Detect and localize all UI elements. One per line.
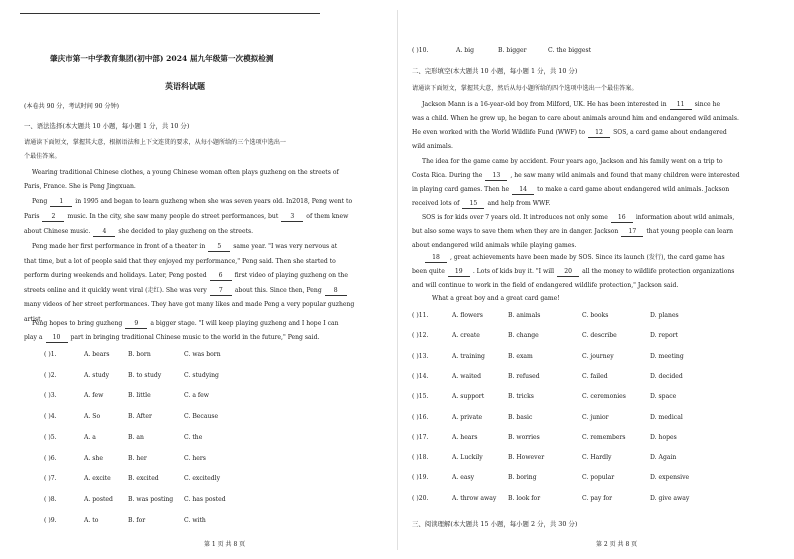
answer-blank[interactable]: ( )13. [412, 352, 429, 360]
option-b: B. animals [508, 312, 541, 319]
option-b: B. excited [128, 475, 159, 483]
column-divider [397, 10, 398, 550]
option-b: B. refused [508, 372, 540, 380]
passage-text: been quite [412, 268, 445, 275]
passage-line [422, 254, 725, 263]
option-b: B. exam [508, 352, 533, 360]
passage-text: SOS is for kids over 7 years old. It introduces not only some [422, 214, 608, 221]
blank-number[interactable]: 18 [425, 254, 447, 263]
passage-line [32, 320, 339, 329]
answer-blank[interactable]: ( )3. [44, 392, 57, 400]
blank-number[interactable]: 3 [281, 213, 303, 222]
option-b: B. After [128, 413, 152, 421]
option-b: B. look for [508, 494, 541, 502]
passage-closing: What a great boy and a great card game! [432, 295, 560, 302]
exam-note: (本卷共 90 分，考试时间 90 分钟) [24, 103, 120, 110]
section-2-instruction: 请通读下面短文，掌握其大意，然后从每小题所给的四个选项中选出一个最佳答案。 [412, 85, 638, 92]
option-b: B. basic [508, 413, 533, 421]
option-a: A. study [84, 371, 110, 379]
answer-blank[interactable]: ( )17. [412, 433, 429, 441]
option-d: D. decided [650, 372, 683, 380]
exam-title: 肇庆市第一中学教育集团(初中部) 2024 届九年级第一次模拟检测 [50, 54, 274, 63]
passage-text: in 1995 and began to learn guzheng when she was seven years old. In2018, Peng went to [75, 198, 353, 205]
option-a: A. create [452, 332, 480, 340]
option-b: B. for [128, 516, 146, 524]
section-1-instruction-cont: 个最佳答案。 [24, 153, 61, 160]
passage-text: was a child. When he grew up, he began to care about animals around him and endangered wild animals. [412, 115, 739, 122]
passage-line [412, 172, 740, 181]
passage-text: to make a card game about endangered wild animals. Jackson [537, 186, 730, 193]
option-a: A. excite [84, 475, 111, 483]
passage-text: in playing card games. Then he [412, 186, 510, 193]
passage-text: that young people can learn [646, 228, 734, 235]
passage-text: . Lots of kids buy it. "I will [472, 268, 555, 275]
blank-number[interactable]: 5 [208, 243, 230, 252]
option-b: B. worries [508, 433, 540, 441]
option-c: C. has posted [184, 495, 226, 503]
option-d: D. medical [650, 413, 683, 421]
answer-blank[interactable]: ( )15. [412, 393, 429, 401]
blank-number[interactable]: 13 [485, 172, 507, 181]
blank-number[interactable]: 19 [448, 268, 470, 277]
option-c: C. the [184, 433, 203, 441]
option-c: C. pay for [582, 494, 613, 502]
passage-text: a bigger stage. "I will keep playing guzheng and I hope I can [150, 320, 339, 327]
option-c: C. excitedly [184, 475, 221, 483]
option-b: B. change [508, 332, 539, 340]
passage-line [24, 272, 348, 281]
option-d: D. planes [650, 312, 679, 319]
option-a: A. hears [452, 433, 478, 441]
blank-number[interactable]: 9 [125, 320, 147, 329]
blank-number[interactable]: 4 [93, 228, 115, 237]
option-b: B. tricks [508, 393, 534, 401]
option-c: C. junior [582, 413, 609, 421]
passage-text: part in bringing traditional Chinese music to the world in the future," Peng said. [70, 334, 320, 341]
passage-line [412, 242, 576, 250]
option-c: C. failed [582, 372, 608, 380]
passage-line [412, 115, 739, 123]
option-c: C. Hardly [582, 454, 612, 462]
section-1-heading: 一、语法选择(本大题共 10 小题，每小题 1 分，共 10 分) [24, 122, 190, 130]
passage-text: since he [694, 101, 721, 108]
passage-line [412, 186, 729, 195]
option-a: A. a [84, 433, 96, 441]
passage-line [422, 158, 723, 166]
answer-blank[interactable]: ( )11. [412, 312, 429, 319]
answer-blank[interactable]: ( )6. [44, 454, 57, 462]
option-a: A. bears [84, 351, 110, 358]
passage-text: about Chinese music. [24, 228, 91, 235]
passage-text: same year. "I was very nervous at [233, 243, 338, 250]
passage-text: but also some ways to save them when they are in danger. Jackson [412, 228, 619, 235]
option-b: B. bigger [498, 47, 527, 54]
blank-number[interactable]: 12 [588, 129, 610, 138]
option-a: A. training [452, 352, 485, 360]
passage-line [24, 258, 336, 266]
passage-text: artist. [24, 315, 43, 323]
passage-text: wild animals. [412, 143, 453, 150]
passage-text: play a [24, 334, 43, 341]
option-b: B. to study [128, 371, 162, 379]
option-b: B. little [128, 392, 151, 400]
passage-text: The idea for the game came by accident. Four years ago, Jackson and his family went on a trip to [422, 158, 723, 165]
passage-text: streets online and it quickly went viral (走红). She was very [24, 286, 207, 294]
blank-number[interactable]: 15 [462, 200, 484, 209]
option-a: A. waited [452, 372, 482, 380]
passage-text: SOS, a card game about endangered [613, 129, 727, 136]
passage-text: about this. Since then, Peng [234, 286, 322, 294]
passage-line [24, 213, 348, 222]
passage-text: Costa Rica. During the [412, 172, 483, 179]
passage-text: Peng hopes to bring guzheng [32, 320, 123, 327]
blank-number[interactable]: 7 [210, 287, 232, 296]
answer-blank[interactable]: ( )4. [44, 413, 57, 421]
answer-blank[interactable]: ( )14. [412, 372, 429, 380]
option-a: A. support [452, 393, 485, 401]
passage-line [422, 214, 734, 223]
passage-text: music. In the city, she saw many people do street performances, but [67, 213, 279, 220]
option-c: C. describe [582, 332, 617, 340]
option-b: B. boring [508, 474, 537, 482]
passage-line [24, 228, 253, 237]
option-a: A. to [84, 516, 99, 524]
passage-text: first video of playing guzheng on the [234, 272, 348, 279]
option-a: A. easy [452, 474, 475, 482]
passage-text: and help from WWF. [487, 200, 551, 207]
passage-line [24, 287, 350, 296]
left-column [10, 0, 393, 559]
option-a: A. private [452, 413, 483, 421]
option-a: A. few [84, 392, 104, 400]
passage-line: Paris, France. She is Peng Jingxuan. [24, 183, 136, 190]
option-c: C. with [184, 516, 206, 524]
option-b: B. an [128, 433, 144, 441]
passage-line [412, 282, 678, 290]
passage-text: He even worked with the World Wildlife Fund (WWF) to [412, 129, 586, 136]
passage-line [412, 200, 550, 209]
option-d: D. give away [650, 494, 690, 502]
option-c: C. popular [582, 474, 615, 482]
passage-line [32, 243, 337, 252]
option-c: C. remembers [582, 433, 626, 441]
answer-blank[interactable]: ( )2. [44, 371, 57, 379]
option-c: C. hers [184, 454, 206, 462]
passage-line [412, 228, 733, 237]
passage-line [422, 101, 720, 110]
option-a: A. throw away [452, 494, 497, 502]
passage-text: she decided to play guzheng on the streets. [118, 228, 254, 235]
option-a: A. So [84, 413, 101, 421]
passage-text: and will continue to work in the field of endangered wildlife protection," Jackson said. [412, 282, 679, 289]
answer-blank[interactable]: ( )1. [44, 351, 57, 358]
option-b: B. born [128, 351, 151, 358]
passage-text: received lots of [412, 200, 460, 207]
option-d: D. space [650, 393, 677, 401]
answer-blank[interactable]: ( )5. [44, 433, 57, 441]
blank-number[interactable]: 6 [210, 272, 232, 281]
passage-text: Peng made her first performance in front of a theater in [32, 243, 206, 250]
exam-subtitle: 英语科试题 [165, 81, 205, 91]
passage-text: information about wild animals, [635, 214, 735, 221]
option-d: D. meeting [650, 352, 684, 360]
section-3-heading: 三、阅读理解(本大题共 15 小题，每小题 2 分，共 30 分) [412, 520, 578, 528]
option-a: A. big [456, 47, 475, 54]
option-c: C. journey [582, 352, 614, 360]
blank-number[interactable]: 8 [325, 287, 347, 296]
option-b: B. was posting [128, 495, 174, 503]
passage-text: perform during weekends and holidays. Later, Peng posted [24, 272, 207, 279]
answer-blank[interactable]: ( )12. [412, 332, 429, 340]
answer-blank[interactable]: ( )9. [44, 516, 57, 524]
option-c: C. studying [184, 371, 219, 379]
answer-blank[interactable]: ( )18. [412, 454, 429, 462]
option-a: A. flowers [452, 312, 483, 319]
option-c: C. was born [184, 351, 221, 358]
passage-text: that time, but a lot of people said that they enjoyed my performance," Peng said. Then she started to [24, 257, 336, 265]
option-d: D. hopes [650, 433, 677, 441]
right-column [402, 0, 785, 559]
passage-text: , great achievements have been made by SOS. Since its launch (发行), the card game has [450, 254, 725, 261]
blank-number[interactable]: 20 [557, 268, 579, 277]
answer-blank[interactable]: ( )20. [412, 494, 429, 502]
section-2-heading: 二、完形填空(本大题共 10 小题，每小题 1 分，共 10 分) [412, 67, 578, 75]
option-a: A. Luckily [452, 454, 483, 462]
option-c: C. a few [184, 392, 209, 400]
passage-text: Jackson Mann is a 16-year-old boy from Milford, UK. He has been interested in [422, 101, 667, 108]
answer-blank[interactable]: ( )10. [412, 47, 429, 54]
blank-number[interactable]: 2 [42, 213, 64, 222]
passage-line [32, 198, 352, 207]
blank-number[interactable]: 17 [621, 228, 643, 237]
option-d: D. report [650, 332, 678, 340]
passage-text: Peng [32, 198, 48, 205]
page-footer: 第 1 页 共 8 页 [204, 541, 246, 548]
option-c: C. books [582, 312, 609, 319]
option-c: C. Because [184, 413, 219, 421]
answer-blank[interactable]: ( )8. [44, 495, 57, 503]
passage-line [412, 143, 453, 151]
page-footer: 第 2 页 共 8 页 [596, 541, 638, 548]
section-1-instruction: 请通读下面短文，掌握其大意，根据语法和上下文连贯的要求，从每小题所给的三个选项中选出一 [24, 139, 287, 146]
blank-number[interactable]: 1 [50, 198, 72, 207]
option-d: D. Again [650, 454, 677, 462]
passage-line: Wearing traditional Chinese clothes, a young Chinese woman often plays guzheng on the streets of [32, 169, 339, 176]
option-a: A. posted [84, 495, 113, 503]
passage-line [412, 129, 727, 138]
blank-number[interactable]: 14 [512, 186, 534, 195]
passage-line [24, 301, 354, 309]
passage-text: Paris [24, 213, 40, 220]
option-c: C. the biggest [548, 47, 592, 54]
option-b: B. her [128, 454, 147, 462]
blank-number[interactable]: 16 [611, 214, 633, 223]
passage-line [412, 268, 734, 277]
answer-blank[interactable]: ( )19. [412, 474, 429, 482]
passage-line [24, 334, 319, 343]
option-b: B. However [508, 454, 545, 462]
option-d: D. expensive [650, 474, 690, 482]
passage-text: of them knew [306, 213, 349, 220]
passage-text: about endangered wild animals while playing games. [412, 242, 577, 249]
option-a: A. she [84, 454, 103, 462]
option-c: C. ceremonies [582, 393, 626, 401]
passage-text: many videos of her street performances. They have got many likes and made Peng a very popular guzheng [24, 301, 355, 308]
answer-blank[interactable]: ( )16. [412, 413, 429, 421]
blank-number[interactable]: 11 [670, 101, 692, 110]
passage-text: , he saw many wild animals and found that many children were interested [510, 172, 740, 179]
passage-text: all the money to wildlife protection organizations [582, 268, 735, 275]
blank-number[interactable]: 10 [46, 334, 68, 343]
answer-blank[interactable]: ( )7. [44, 475, 57, 483]
